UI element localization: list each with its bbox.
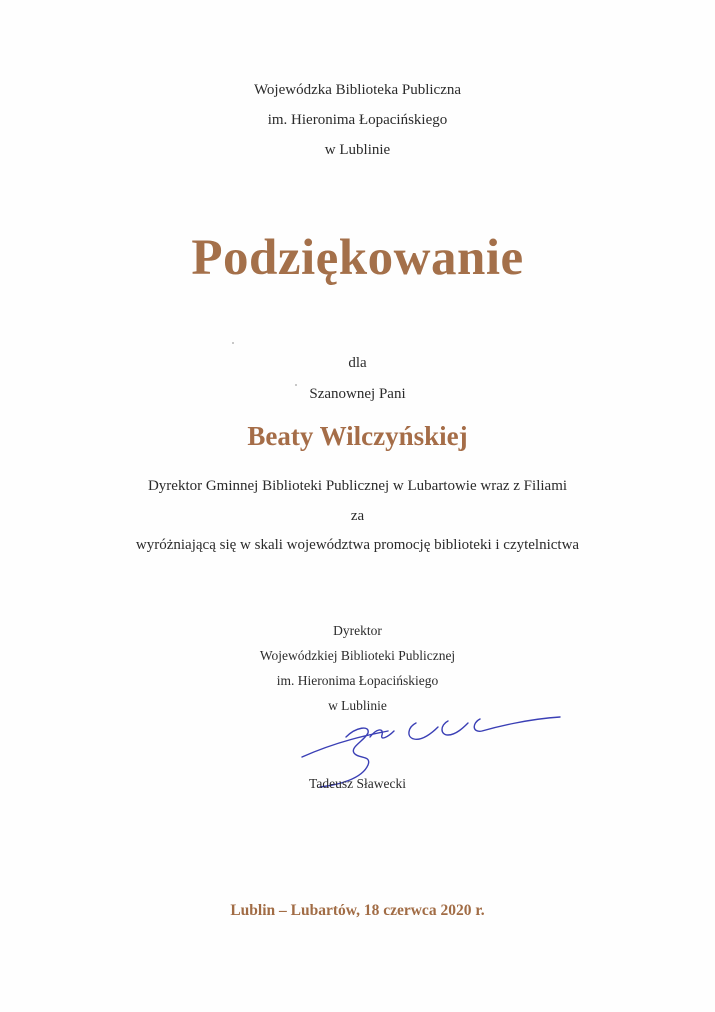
document-title: Podziękowanie: [191, 230, 524, 286]
institution-city-line: w Lublinie: [324, 142, 391, 158]
signatory-name: Tadeusz Sławecki: [309, 776, 406, 791]
signatory-title: Dyrektor: [333, 623, 382, 638]
for-label: dla: [348, 355, 367, 371]
institution-name-line1: Wojewódzka Biblioteka Publiczna: [253, 82, 462, 98]
institution-name-line2: im. Hieronima Łopacińskiego: [267, 112, 448, 128]
signatory-institution-line2: im. Hieronima Łopacińskiego: [276, 673, 439, 688]
signatory-institution-line1: Wojewódzkiej Biblioteki Publicznej: [259, 648, 456, 663]
signatory-institution-line3: w Lublinie: [328, 698, 387, 713]
reason-intro: za: [350, 508, 365, 524]
recipient-name: Beaty Wilczyńskiej: [247, 421, 468, 451]
place-and-date: Lublin – Lubartów, 18 czerwca 2020 r.: [230, 902, 485, 919]
salutation: Szanownej Pani: [309, 386, 406, 402]
reason-text: wyróżniającą się w skali województwa promocję biblioteki i czytelnictwa: [135, 537, 580, 553]
scan-speck: [232, 342, 234, 344]
recipient-position: Dyrektor Gminnej Biblioteki Publicznej w Lubartowie wraz z Filiami: [147, 478, 568, 494]
